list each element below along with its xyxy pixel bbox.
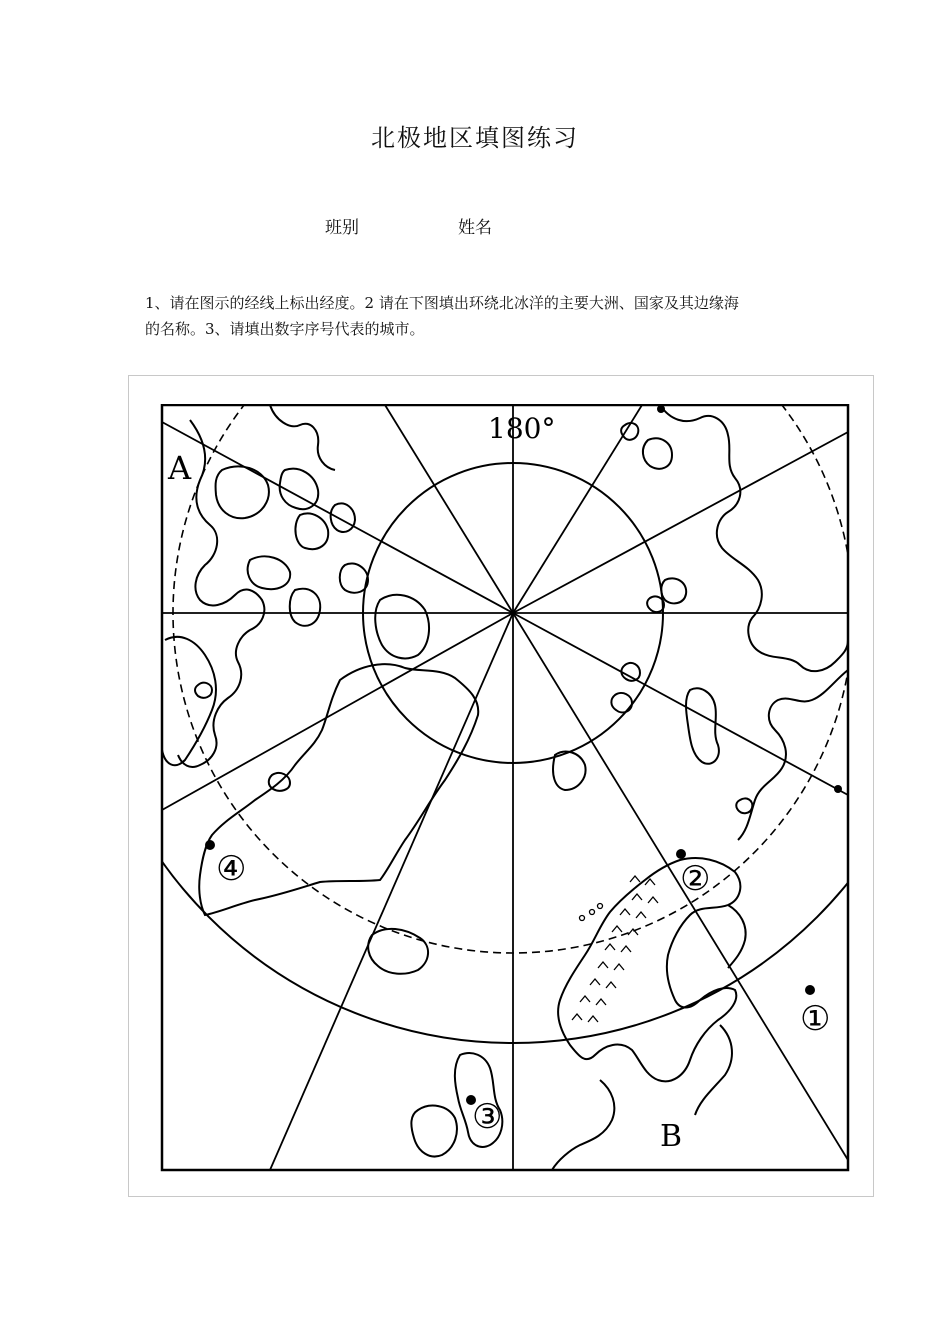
city-dot-1 xyxy=(805,985,815,995)
meridian-line xyxy=(513,613,848,795)
canadian-island xyxy=(340,563,368,592)
city-marker-2: ② xyxy=(680,859,711,899)
meridian-line xyxy=(162,422,513,613)
meridian-line xyxy=(162,613,513,810)
islet-dots xyxy=(580,904,603,921)
top-edge-dot xyxy=(657,405,665,413)
instruction-line-1: 1、请在图示的经线上标出经度。2 请在下图填出环绕北冰洋的主要大洲、国家及其边缘海 xyxy=(145,294,739,312)
ireland-outline xyxy=(411,1106,457,1157)
franz-josef-land xyxy=(553,752,585,790)
meridian-line xyxy=(513,432,848,613)
scandinavia-outline xyxy=(558,858,740,1081)
mountain-symbols xyxy=(572,876,658,1022)
novaya-zemlya xyxy=(686,688,719,763)
arctic-map xyxy=(160,404,850,1172)
latitude-circle-outer xyxy=(160,404,850,1043)
city-dot-4 xyxy=(205,840,215,850)
alaska-coast xyxy=(270,405,335,470)
city-marker-4: ④ xyxy=(216,849,247,889)
city-dot-2 xyxy=(676,849,686,859)
meridian-180-label: 180° xyxy=(488,412,556,445)
map-border xyxy=(162,405,848,1170)
small-island xyxy=(736,798,752,813)
new-siberian-island xyxy=(643,438,672,468)
city-marker-3: ③ xyxy=(472,1097,503,1137)
iceland-outline xyxy=(368,929,428,974)
meridians xyxy=(162,404,848,1170)
small-island xyxy=(647,596,664,612)
canadian-island xyxy=(290,589,320,626)
white-sea-coast xyxy=(728,905,746,968)
name-field-label: 姓名 xyxy=(458,218,492,238)
siberian-coast xyxy=(660,405,848,671)
canadian-island xyxy=(216,466,269,518)
class-field-label: 班别 xyxy=(325,218,359,238)
city-marker-1: ① xyxy=(800,999,831,1039)
small-island xyxy=(195,683,212,698)
small-island xyxy=(661,578,686,603)
instruction-line-2: 的名称。3、请填出数字序号代表的城市。 xyxy=(145,320,425,338)
label-a: A xyxy=(168,449,192,487)
page-title: 北极地区填图练习 xyxy=(371,124,579,152)
canadian-island xyxy=(331,503,355,531)
label-b: B xyxy=(660,1119,683,1154)
canadian-island xyxy=(248,556,291,589)
landmasses xyxy=(162,405,848,1170)
svalbard xyxy=(611,693,632,712)
instructions xyxy=(145,290,825,342)
ellesmere-island xyxy=(375,595,429,659)
canadian-island xyxy=(295,513,328,549)
small-island xyxy=(621,663,640,681)
baffin-island xyxy=(162,637,216,765)
russian-coast xyxy=(738,670,848,840)
meridian-line xyxy=(270,613,513,1170)
baltic-coast xyxy=(552,1080,614,1170)
right-edge-dot xyxy=(834,785,842,793)
